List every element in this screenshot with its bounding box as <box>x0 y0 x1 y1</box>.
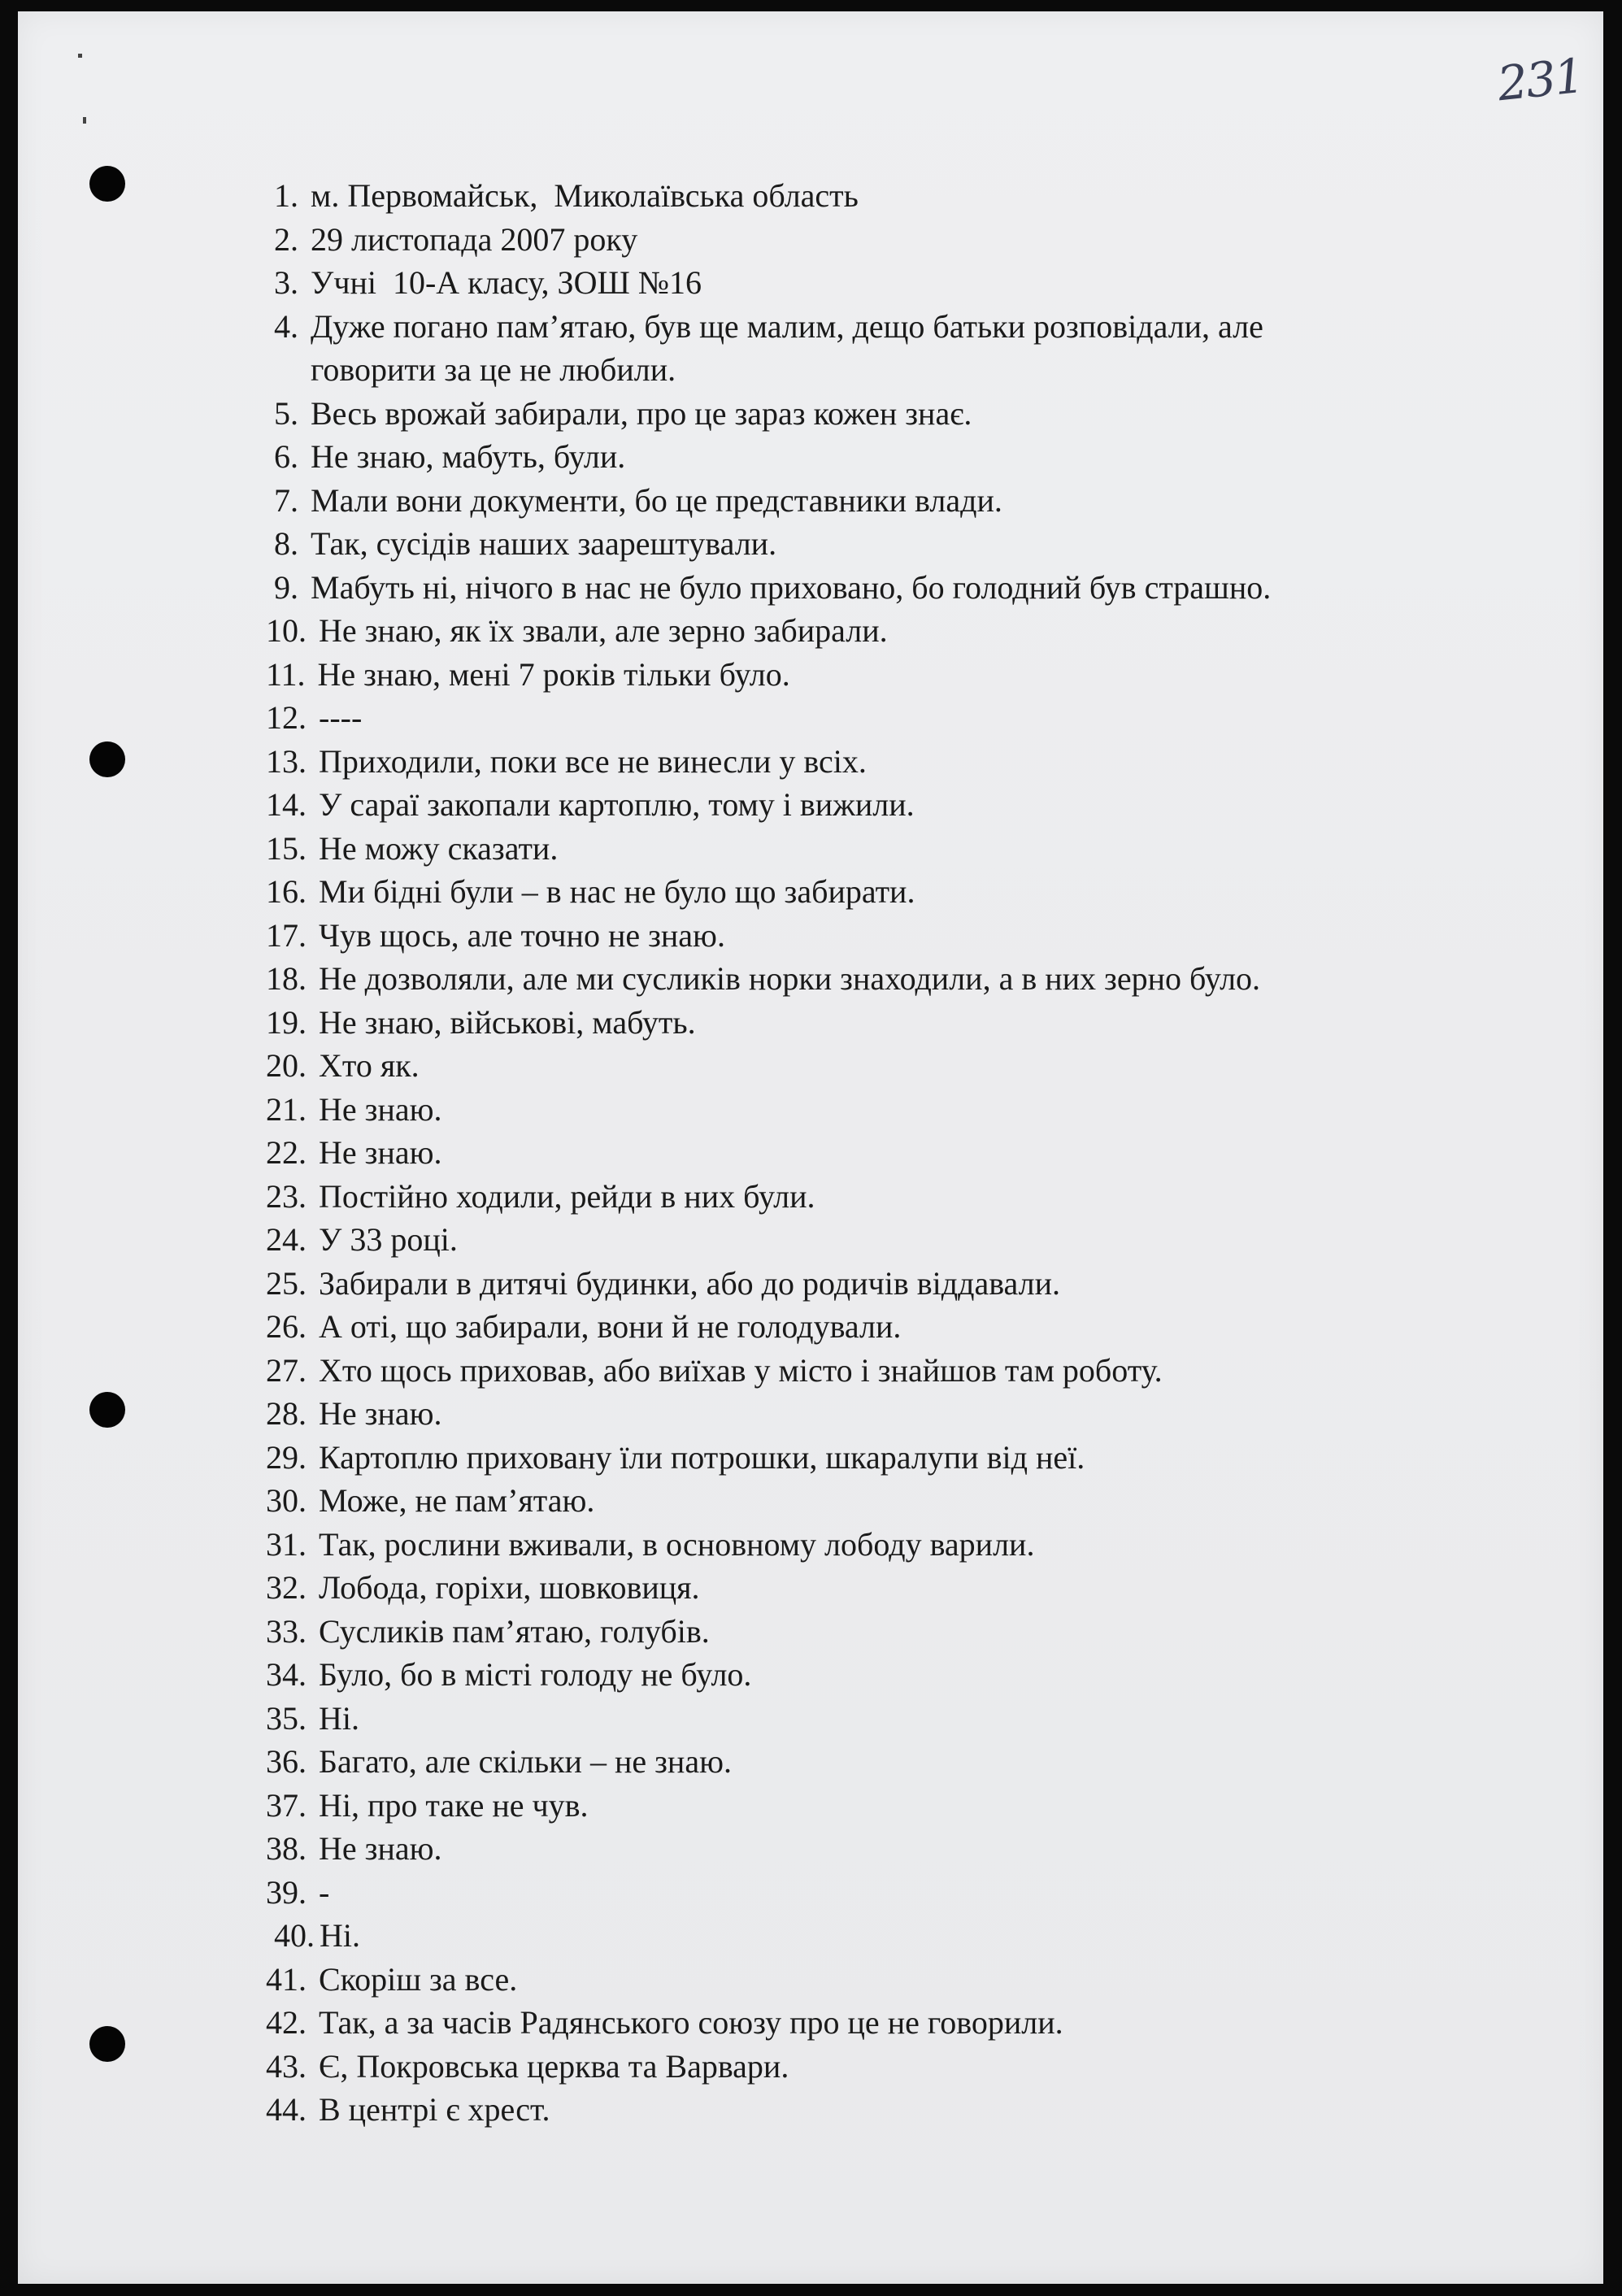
item-number: 42. <box>266 2004 307 2041</box>
item-number: 32. <box>266 1569 307 1606</box>
item-text: Хто як. <box>319 1047 420 1084</box>
item-text: Було, бо в місті голоду не було. <box>319 1656 752 1693</box>
item-text: Мабуть ні, нічого в нас не було приховано, бо голодний був страшно. <box>311 568 1272 606</box>
list-item <box>266 653 1534 697</box>
list-item <box>266 783 1534 827</box>
item-number: 28. <box>266 1395 307 1432</box>
item-number: 29. <box>266 1438 307 1476</box>
item-number: 1. <box>274 177 298 214</box>
list-item <box>266 1044 1534 1088</box>
item-text: Не дозволяли, але ми сусликів норки знаходили, а в них зерно було. <box>319 960 1261 997</box>
punch-hole <box>89 1392 125 1428</box>
item-text: Не знаю. <box>319 1830 442 1867</box>
list-item <box>266 740 1534 784</box>
scan-speck <box>78 54 82 58</box>
item-number: 21. <box>266 1090 307 1128</box>
item-number: 2. <box>274 220 298 258</box>
item-number: 14. <box>266 786 307 823</box>
list-item <box>266 1436 1534 1480</box>
item-number: 43. <box>266 2047 307 2085</box>
item-text: ---- <box>319 699 363 736</box>
item-text: Є, Покровська церква та Варвари. <box>319 2047 789 2085</box>
item-text: Не знаю. <box>319 1395 442 1432</box>
item-text: Хто щось приховав, або виїхав у місто і знайшов там роботу. <box>319 1351 1163 1389</box>
item-number: 26. <box>266 1308 307 1345</box>
list-item <box>266 1131 1534 1175</box>
list-item <box>266 1566 1534 1610</box>
item-number: 33. <box>266 1612 307 1650</box>
item-text: Мали вони документи, бо це представники влади. <box>311 481 1002 519</box>
item-text: Не можу сказати. <box>319 829 559 867</box>
item-text: Учні 10-А класу, ЗОШ №16 <box>311 264 702 301</box>
punch-hole <box>89 166 125 202</box>
list-item <box>266 914 1534 958</box>
item-text: У 33 році. <box>319 1221 458 1258</box>
item-text: Багато, але скільки – не знаю. <box>319 1743 732 1780</box>
item-text: Не знаю. <box>319 1134 442 1171</box>
page-number: 231 <box>1494 47 1585 112</box>
list-item <box>266 305 1534 392</box>
list-item <box>266 1740 1534 1784</box>
item-text: 29 листопада 2007 року <box>311 220 638 258</box>
item-text: Приходили, поки все не винесли у всіх. <box>319 742 867 780</box>
item-text: Чув щось, але точно не знаю. <box>319 916 725 954</box>
item-number: 31. <box>266 1525 307 1563</box>
list-item <box>266 1218 1534 1262</box>
answer-list <box>266 174 1534 2132</box>
item-text: Ні, про таке не чув. <box>319 1786 589 1824</box>
list-item <box>266 870 1534 914</box>
document-page <box>18 11 1603 2284</box>
item-text: Дуже погано пам’ятаю, був ще малим, дещо батьки розповідали, але говорити за це не любили. <box>311 307 1263 388</box>
item-number: 27. <box>266 1351 307 1389</box>
item-text: Не знаю, військові, мабуть. <box>319 1003 696 1041</box>
list-item <box>266 1349 1534 1393</box>
item-number: 44. <box>266 2091 307 2128</box>
list-item <box>266 609 1534 653</box>
item-number: 25. <box>266 1264 307 1302</box>
item-number: 8. <box>274 525 298 562</box>
item-text: м. Первомайськ, Миколаївська область <box>311 177 859 214</box>
item-number: 16. <box>266 873 307 910</box>
list-item <box>266 1262 1534 1306</box>
list-item <box>266 1305 1534 1349</box>
list-item <box>266 392 1534 436</box>
item-number: 39. <box>266 1873 307 1911</box>
item-number: 13. <box>266 742 307 780</box>
item-number: 6. <box>274 438 298 475</box>
item-text: А оті, що забирали, вони й не голодували. <box>319 1308 902 1345</box>
punch-hole <box>89 741 125 777</box>
item-text: Ні. <box>319 1699 359 1737</box>
item-text: У сараї закопали картоплю, тому і вижили. <box>319 786 915 823</box>
list-item <box>266 1784 1534 1828</box>
item-text: Постійно ходили, рейди в них були. <box>319 1177 815 1215</box>
item-text: Забирали в дитячі будинки, або до родичів віддавали. <box>319 1264 1061 1302</box>
item-number: 4. <box>274 307 298 345</box>
item-text: Скоріш за все. <box>319 1960 518 1998</box>
scan-speck <box>83 117 86 124</box>
item-text: Лобода, горіхи, шовковиця. <box>319 1569 700 1606</box>
item-text: Так, а за часів Радянського союзу про це не говорили. <box>319 2004 1063 2041</box>
item-number: 7. <box>274 481 298 519</box>
list-item <box>266 566 1534 610</box>
list-item <box>266 1175 1534 1219</box>
item-number: 3. <box>274 264 298 301</box>
list-item <box>266 957 1534 1001</box>
item-number: 18. <box>266 960 307 997</box>
item-text: Так, рослини вживали, в основному лободу варили. <box>319 1525 1035 1563</box>
item-text: Ми бідні були – в нас не було що забирати. <box>319 873 915 910</box>
item-number: 17. <box>266 916 307 954</box>
item-number: 35. <box>266 1699 307 1737</box>
list-item <box>266 1392 1534 1436</box>
item-number: 15. <box>266 829 307 867</box>
item-number: 40. <box>274 1917 315 1954</box>
item-number: 34. <box>266 1656 307 1693</box>
item-text: Не знаю, мабуть, були. <box>311 438 626 475</box>
item-number: 24. <box>266 1221 307 1258</box>
list-item <box>266 1958 1534 2002</box>
item-text: Не знаю, як їх звали, але зерно забирали. <box>319 612 888 649</box>
list-item <box>266 1827 1534 1871</box>
list-item <box>266 261 1534 305</box>
item-number: 19. <box>266 1003 307 1041</box>
item-text: - <box>319 1873 330 1911</box>
list-item <box>266 1610 1534 1654</box>
list-item <box>266 1001 1534 1045</box>
item-number: 11. <box>266 655 306 693</box>
item-text: Не знаю. <box>319 1090 442 1128</box>
list-item <box>266 827 1534 871</box>
list-item <box>266 2088 1534 2132</box>
item-text: Сусликів пам’ятаю, голубів. <box>319 1612 710 1650</box>
list-item <box>266 1653 1534 1697</box>
item-number: 41. <box>266 1960 307 1998</box>
punch-hole <box>89 2026 125 2062</box>
list-item <box>266 1871 1534 1915</box>
item-text: Картоплю приховану їли потрошки, шкаралупи від неї. <box>319 1438 1085 1476</box>
list-item <box>266 1914 1534 1958</box>
item-number: 38. <box>266 1830 307 1867</box>
item-number: 22. <box>266 1134 307 1171</box>
list-item <box>266 1088 1534 1132</box>
list-item <box>266 1697 1534 1741</box>
item-text: Ні. <box>320 1917 360 1954</box>
list-item <box>266 1479 1534 1523</box>
item-number: 37. <box>266 1786 307 1824</box>
list-item <box>266 174 1534 218</box>
list-item <box>266 522 1534 566</box>
item-number: 23. <box>266 1177 307 1215</box>
item-text: Так, сусідів наших заарештували. <box>311 525 777 562</box>
item-number: 9. <box>274 568 298 606</box>
item-number: 10. <box>266 612 307 649</box>
item-text: В центрі є хрест. <box>319 2091 550 2128</box>
list-item <box>266 696 1534 740</box>
list-item <box>266 218 1534 262</box>
list-item <box>266 435 1534 479</box>
list-item <box>266 2045 1534 2089</box>
item-number: 20. <box>266 1047 307 1084</box>
list-item <box>266 1523 1534 1567</box>
item-text: Може, не пам’ятаю. <box>319 1482 595 1519</box>
item-number: 12. <box>266 699 307 736</box>
item-number: 30. <box>266 1482 307 1519</box>
list-item <box>266 2001 1534 2045</box>
item-number: 5. <box>274 394 298 432</box>
list-item <box>266 479 1534 523</box>
item-text: Весь врожай забирали, про це зараз кожен знає. <box>311 394 972 432</box>
item-text: Не знаю, мені 7 років тільки було. <box>317 655 790 693</box>
item-number: 36. <box>266 1743 307 1780</box>
